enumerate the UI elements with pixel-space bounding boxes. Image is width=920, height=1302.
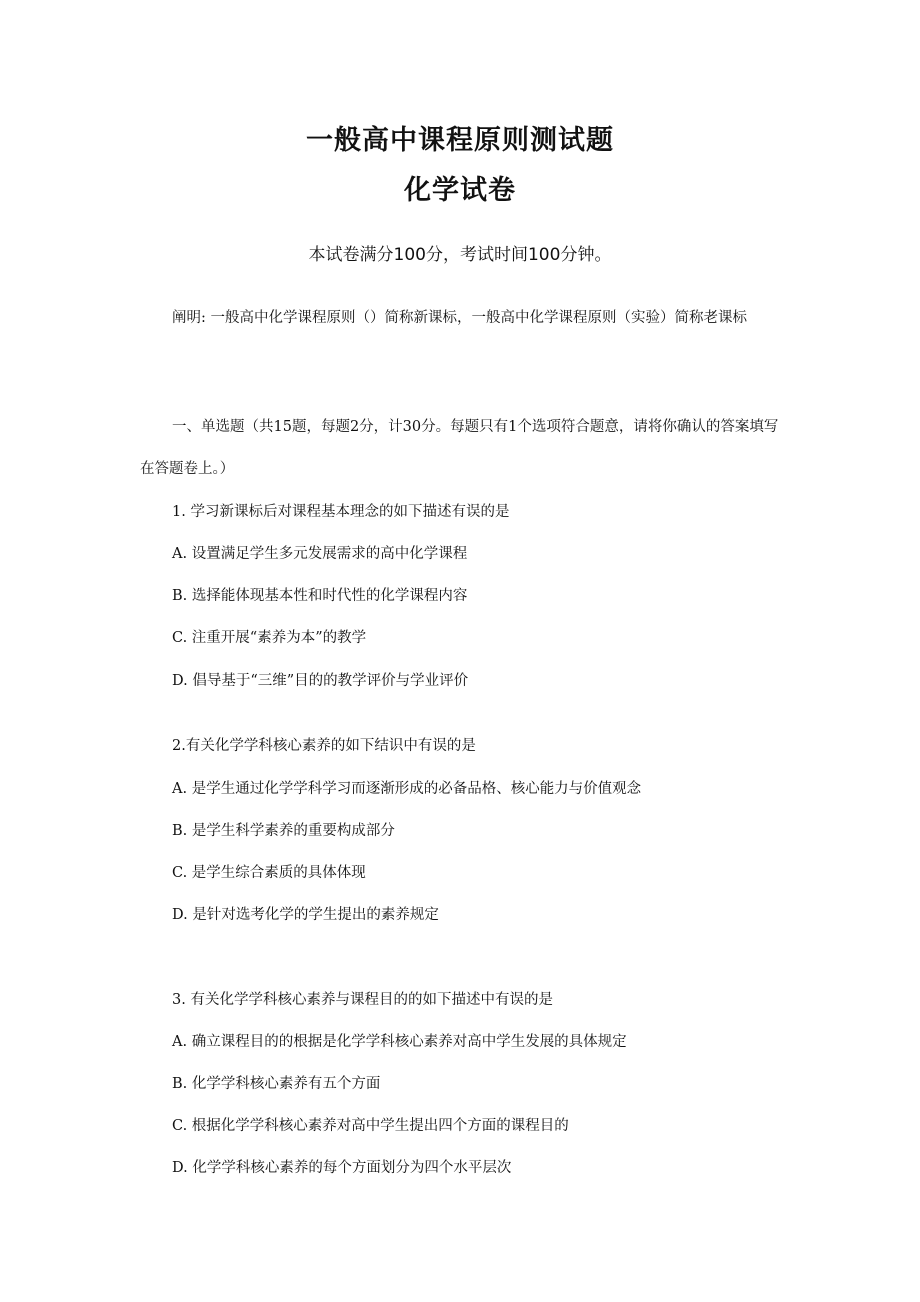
statement-paragraph: 阐明: 一般高中化学课程原则（）简称新课标，一般高中化学课程原则（实验）简称老课标 bbox=[172, 310, 747, 326]
exam-info: 本试卷满分100分，考试时间100分钟。 bbox=[308, 245, 612, 265]
question-3-stem: 3. 有关化学学科核心素养与课程目的的如下描述中有误的是 bbox=[172, 992, 553, 1008]
section-instruction: 一、单选题（共15题，每题2分，计30分。每题只有1个选项符合题意，请将你确认的答案填写在答题卷上。） bbox=[140, 419, 779, 477]
question-1-option-b: B. 选择能体现基本性和时代性的化学课程内容 bbox=[172, 588, 468, 604]
question-1-option-a: A. 设置满足学生多元发展需求的高中化学课程 bbox=[172, 546, 468, 562]
question-2-option-a: A. 是学生通过化学学科学习而逐渐形成的必备品格、核心能力与价值观念 bbox=[172, 781, 642, 797]
document-subtitle: 化学试卷 bbox=[404, 175, 516, 206]
document-title: 一般高中课程原则测试题 bbox=[306, 125, 614, 156]
question-1-stem: 1. 学习新课标后对课程基本理念的如下描述有误的是 bbox=[172, 504, 510, 520]
question-3-option-d: D. 化学学科核心素养的每个方面划分为四个水平层次 bbox=[172, 1160, 512, 1176]
question-1-option-c: C. 注重开展“素养为本”的教学 bbox=[172, 630, 367, 646]
question-3-option-a: A. 确立课程目的的根据是化学学科核心素养对高中学生发展的具体规定 bbox=[172, 1034, 627, 1050]
question-2-option-c: C. 是学生综合素质的具体体现 bbox=[172, 865, 366, 881]
question-2-stem: 2.有关化学学科核心素养的如下结识中有误的是 bbox=[172, 738, 476, 754]
question-1-option-d: D. 倡导基于“三维”目的的教学评价与学业评价 bbox=[172, 673, 469, 689]
question-2-option-d: D. 是针对选考化学的学生提出的素养规定 bbox=[172, 907, 439, 923]
question-3-option-b: B. 化学学科核心素养有五个方面 bbox=[172, 1076, 381, 1092]
question-3-option-c: C. 根据化学学科核心素养对高中学生提出四个方面的课程目的 bbox=[172, 1118, 569, 1134]
question-2-option-b: B. 是学生科学素养的重要构成部分 bbox=[172, 823, 395, 839]
